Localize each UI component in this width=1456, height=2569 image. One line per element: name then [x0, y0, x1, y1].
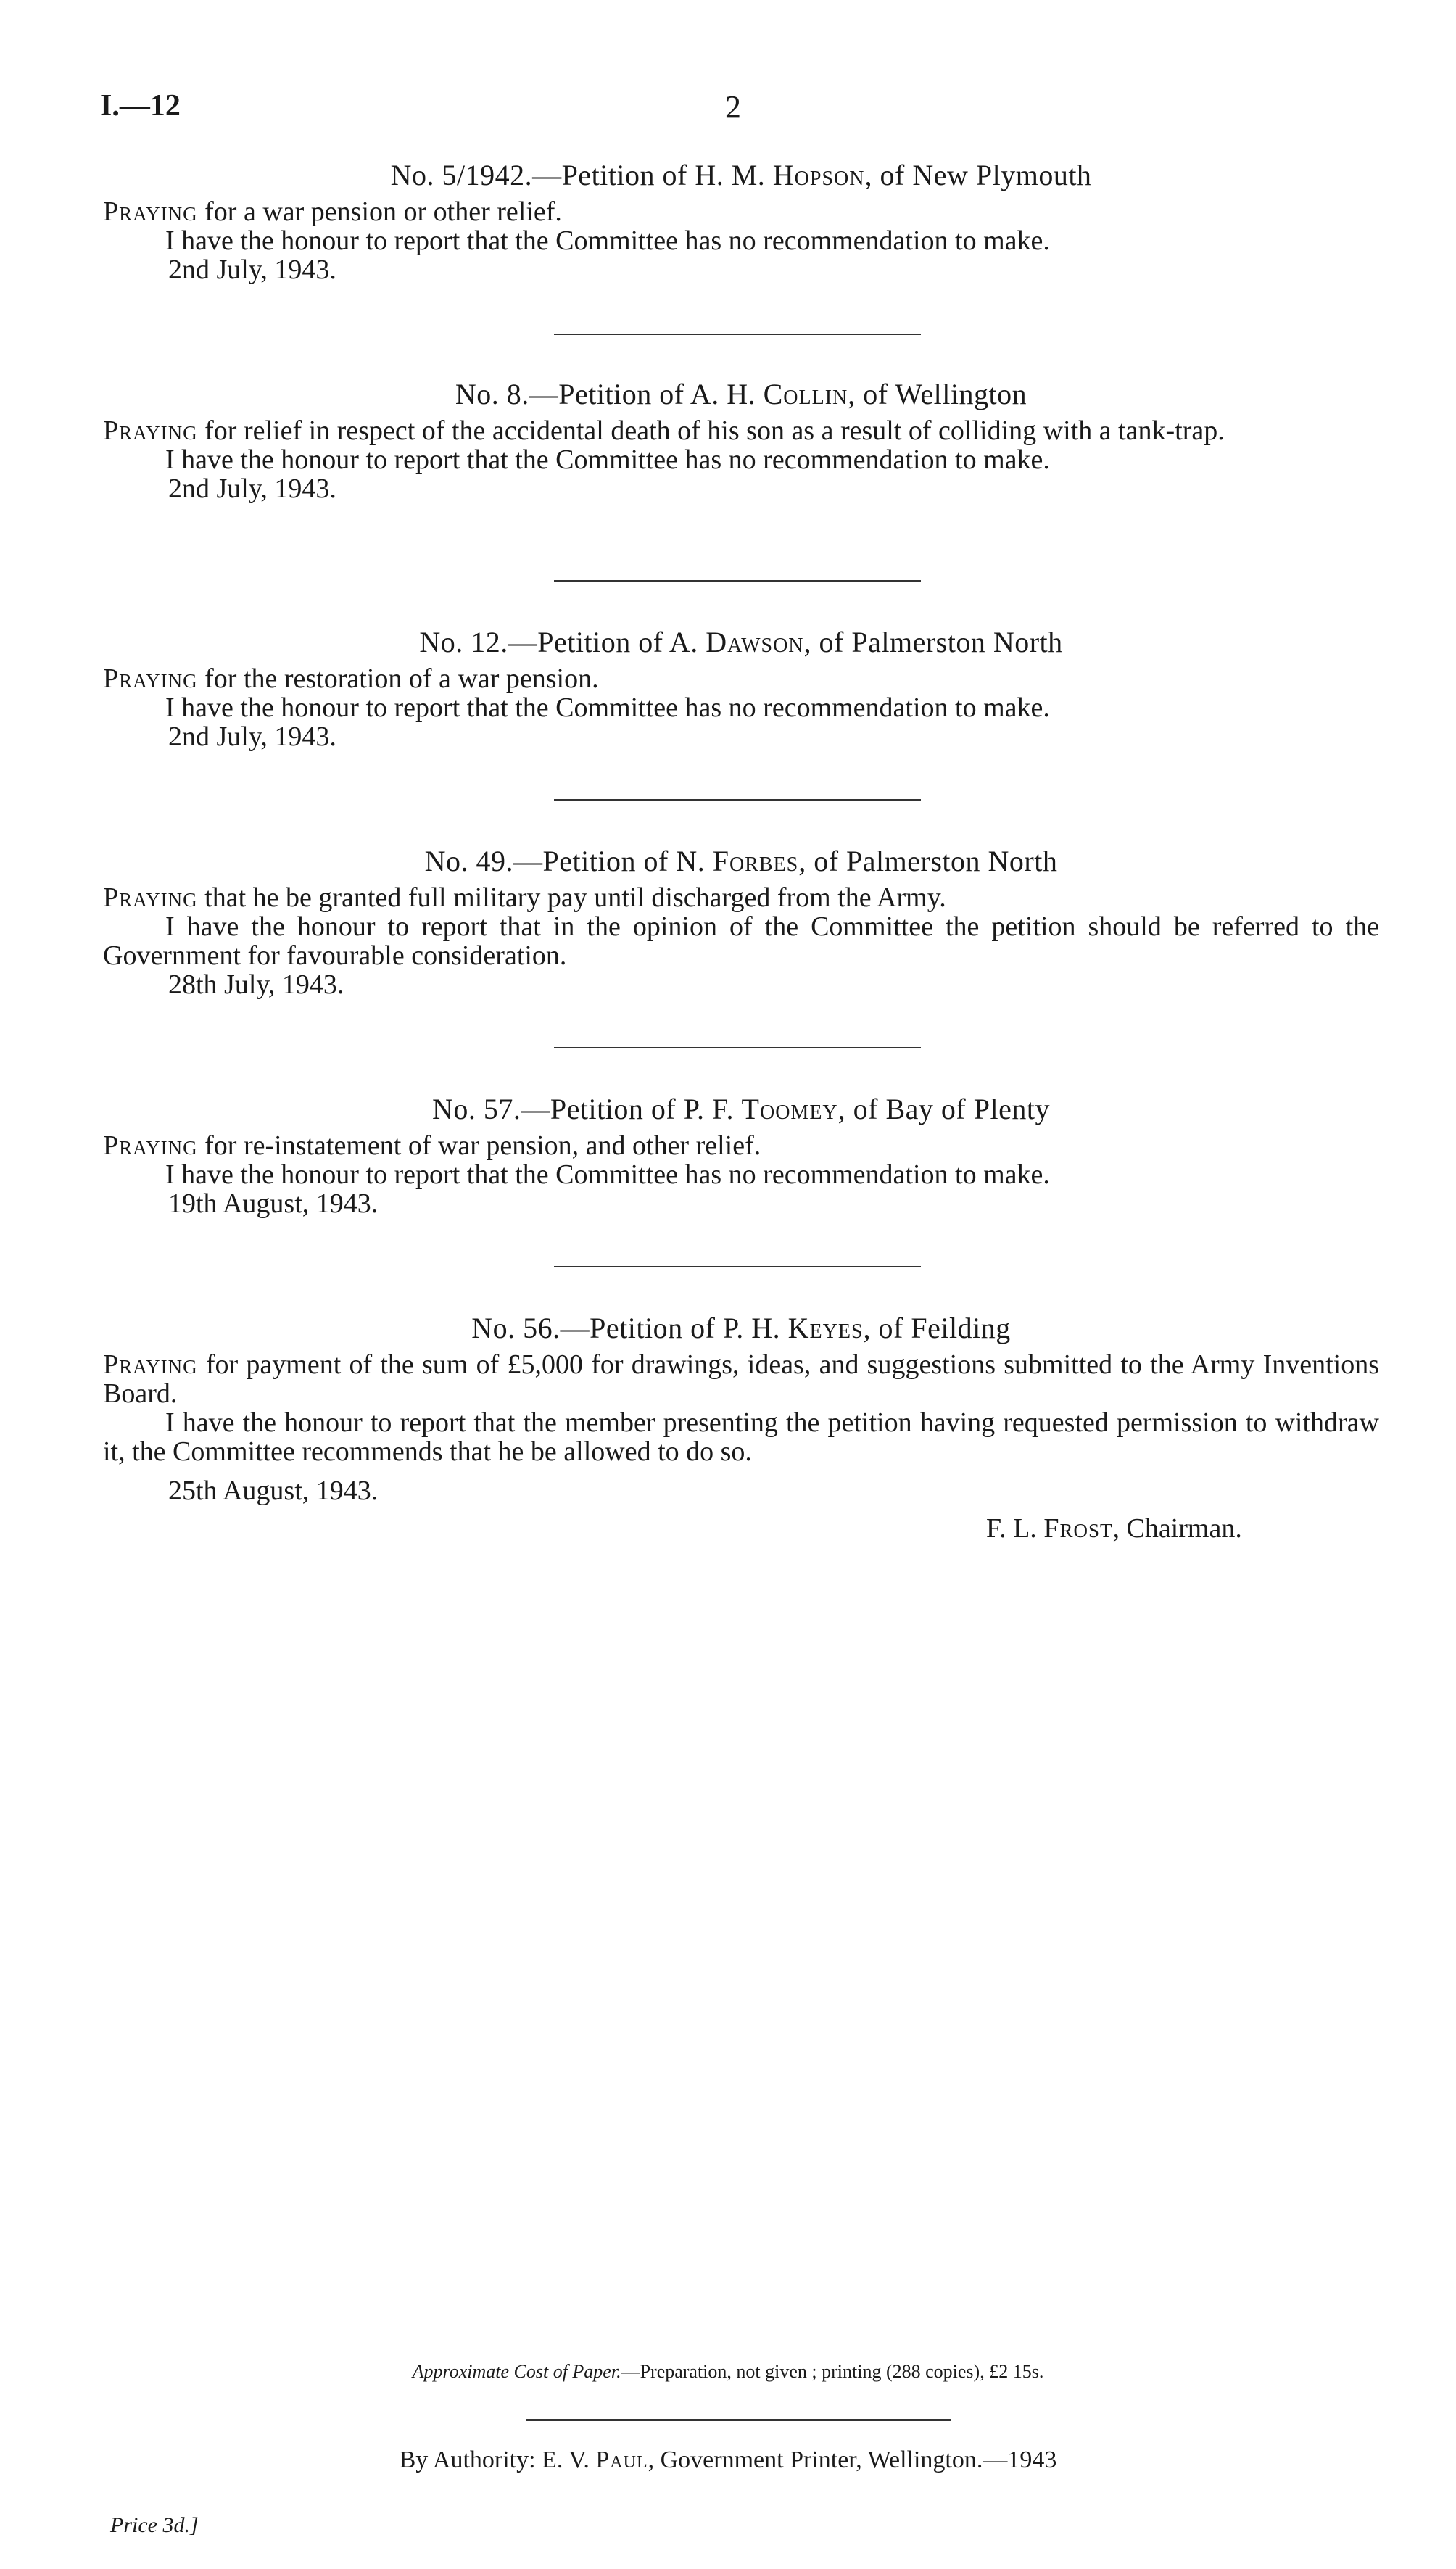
- petition-praying: Praying for re-instatement of war pension, and other relief.: [103, 1130, 761, 1161]
- footer-divider: [526, 2419, 951, 2421]
- petition-praying: Praying for the restoration of a war pension.: [103, 663, 599, 694]
- petition-entry: [103, 628, 1379, 751]
- petition-report: I have the honour to report that the Committee has no recommendation to make.: [165, 444, 1050, 475]
- section-divider: [554, 1266, 921, 1267]
- price-note: Price 3d.]: [110, 2513, 199, 2537]
- petition-entry: [103, 1095, 1379, 1218]
- petition-title: No. 57.—Petition of P. F. Toomey, of Bay of Plenty: [432, 1093, 1050, 1125]
- section-divider: [554, 799, 921, 801]
- petition-praying: Praying for a war pension or other relief.: [103, 196, 562, 227]
- petition-praying: Praying for relief in respect of the accidental death of his son as a result of colliding with a tank-trap.: [103, 415, 1225, 446]
- petition-date: 25th August, 1943.: [168, 1476, 379, 1506]
- petition-date: 28th July, 1943.: [168, 969, 344, 1000]
- section-divider: [554, 334, 921, 335]
- petition-title: No. 8.—Petition of A. H. Collin, of Wellington: [455, 378, 1027, 410]
- petition-report: I have the honour to report that the Committee has no recommendation to make.: [165, 692, 1050, 723]
- chairman-signature: F. L. Frost, Chairman.: [986, 1513, 1242, 1544]
- petition-report: I have the honour to report that the Committee has no recommendation to make.: [165, 1159, 1050, 1190]
- petition-report: I have the honour to report that the Committee has no recommendation to make.: [165, 226, 1050, 256]
- petition-title: No. 5/1942.—Petition of H. M. Hopson, of New Plymouth: [390, 159, 1092, 191]
- cost-note: Approximate Cost of Paper.—Preparation, not given ; printing (288 copies), £2 15s.: [412, 2361, 1044, 2382]
- petition-entry: [103, 161, 1379, 284]
- petition-title: No. 12.—Petition of A. Dawson, of Palmerston North: [419, 626, 1063, 658]
- petition-report: I have the honour to report that in the opinion of the Committee the petition should be referred to the Government for favourable consideration.: [103, 911, 1379, 971]
- section-divider: [554, 580, 921, 582]
- petition-date: 19th August, 1943.: [168, 1188, 379, 1219]
- petition-date: 2nd July, 1943.: [168, 255, 336, 285]
- petition-date: 2nd July, 1943.: [168, 721, 336, 752]
- petition-entry: [103, 380, 1379, 503]
- petition-title: No. 56.—Petition of P. H. Keyes, of Feilding: [471, 1312, 1011, 1344]
- document-reference: I.—12: [100, 89, 181, 123]
- petition-entry: [103, 847, 1379, 999]
- petition-praying: Praying that he be granted full military pay until discharged from the Army.: [103, 882, 946, 913]
- petition-title: No. 49.—Petition of N. Forbes, of Palmerston North: [424, 845, 1058, 877]
- petition-praying: Praying for payment of the sum of £5,000 for drawings, ideas, and suggestions submitted to the Army Inventions Board.: [103, 1349, 1379, 1409]
- petition-entry: [103, 1314, 1379, 1505]
- petition-date: 2nd July, 1943.: [168, 473, 336, 504]
- section-divider: [554, 1047, 921, 1048]
- page-number: 2: [725, 89, 741, 125]
- printer-imprint: By Authority: E. V. Paul, Government Printer, Wellington.—1943: [399, 2446, 1057, 2473]
- petition-report: I have the honour to report that the member presenting the petition having requested permission to withdraw it, the Committee recommends that he be allowed to do so.: [103, 1407, 1379, 1467]
